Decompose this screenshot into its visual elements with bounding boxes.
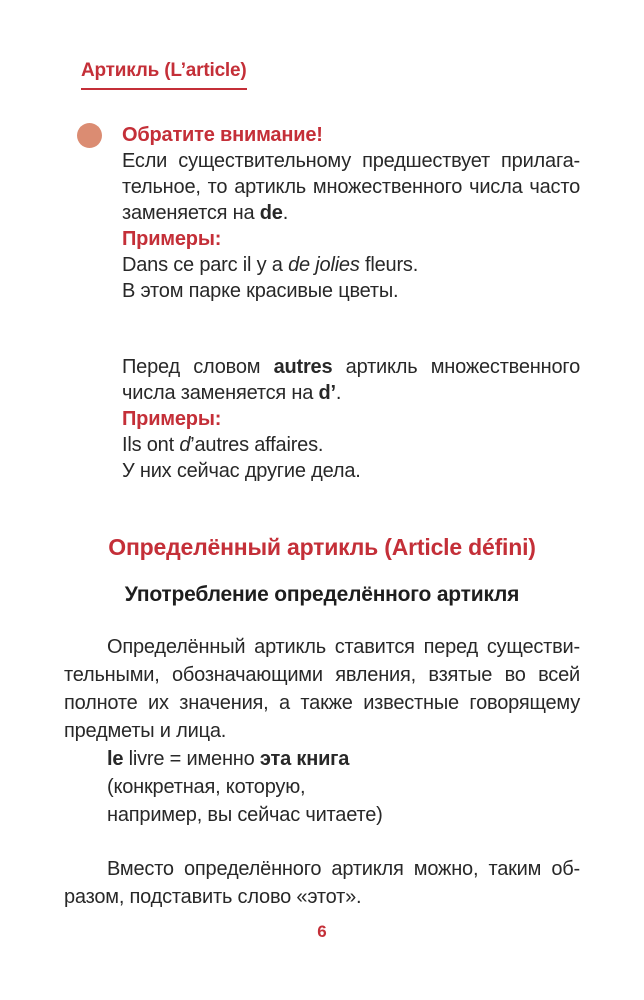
attention-bullet-icon — [77, 123, 102, 148]
section-subheading: Употребление определённого артикля — [124, 583, 520, 606]
example1-french — [122, 252, 580, 278]
formula-note-line2: например, вы сейчас читаете) — [107, 804, 383, 826]
rule1-line3-bold-term: de — [259, 202, 283, 224]
rule2-line1 — [122, 354, 580, 380]
page-content — [64, 0, 580, 911]
rule2-line2-bold-term: d’ — [318, 382, 336, 404]
section-heading: Определённый артикль (Article défini) — [108, 534, 536, 560]
example1-fr-text: Dans ce parc il y a — [122, 254, 289, 276]
attention-block — [64, 122, 580, 484]
chapter-title: Артикль (L’article) — [81, 60, 247, 90]
para1-line4: предметы и лица. — [64, 720, 227, 742]
formula-line — [64, 745, 580, 773]
rule2-line2-period: . — [335, 382, 342, 404]
rule1-line2: тельное, то артикль множественного числа часто — [122, 176, 580, 198]
rule2-line1-text: Перед словом — [122, 356, 274, 378]
paragraph-substitute — [64, 855, 580, 911]
example2-fr-text: Ils ont — [122, 434, 180, 456]
example1-russian: В этом парке красивые цветы. — [122, 280, 399, 302]
formula-mid-text: livre = именно — [123, 748, 260, 770]
formula-note-line1: (конкретная, которую, — [107, 776, 306, 798]
example2-fr-tail: ’autres affaires. — [190, 434, 324, 456]
page-number: 6 — [317, 922, 327, 941]
example1-fr-italic-term: de jolies — [288, 254, 360, 276]
rule1-line1: Если существительному предшествует прилага- — [122, 150, 580, 172]
rule2-line2-text: числа заменяется на — [122, 382, 319, 404]
rule1-line3-period: . — [282, 202, 289, 224]
formula-translation-term: эта книга — [259, 748, 350, 770]
rule2-line1-bold-term: autres — [273, 356, 333, 378]
rule2-line2 — [122, 380, 580, 406]
example1-fr-tail: fleurs. — [359, 254, 419, 276]
para2-line2: разом, подставить слово «этот». — [64, 886, 362, 908]
example2-fr-italic-term: d — [179, 434, 191, 456]
example2-russian: У них сейчас другие дела. — [122, 460, 361, 482]
attention-title: Обратите внимание! — [122, 124, 323, 146]
para1-line2: тельными, обозначающими явления, взятые во всей — [64, 664, 580, 686]
formula-article-term: le — [107, 748, 124, 770]
chapter-header — [81, 60, 580, 90]
rule2-line1-tail: артикль множественного — [332, 356, 580, 378]
examples1-label: Примеры: — [122, 228, 222, 250]
examples2-label: Примеры: — [122, 408, 222, 430]
example2-french — [122, 432, 580, 458]
para1-line3: полноте их значения, а также известные говорящему — [64, 692, 580, 714]
para1-line1: Определённый артикль ставится перед существи- — [107, 636, 580, 658]
rule1-line3-text: заменяется на — [122, 202, 260, 224]
paragraph-definite-article — [64, 633, 580, 829]
rule1-line3 — [122, 200, 580, 226]
para2-line1: Вместо определённого артикля можно, таким об- — [107, 858, 580, 880]
